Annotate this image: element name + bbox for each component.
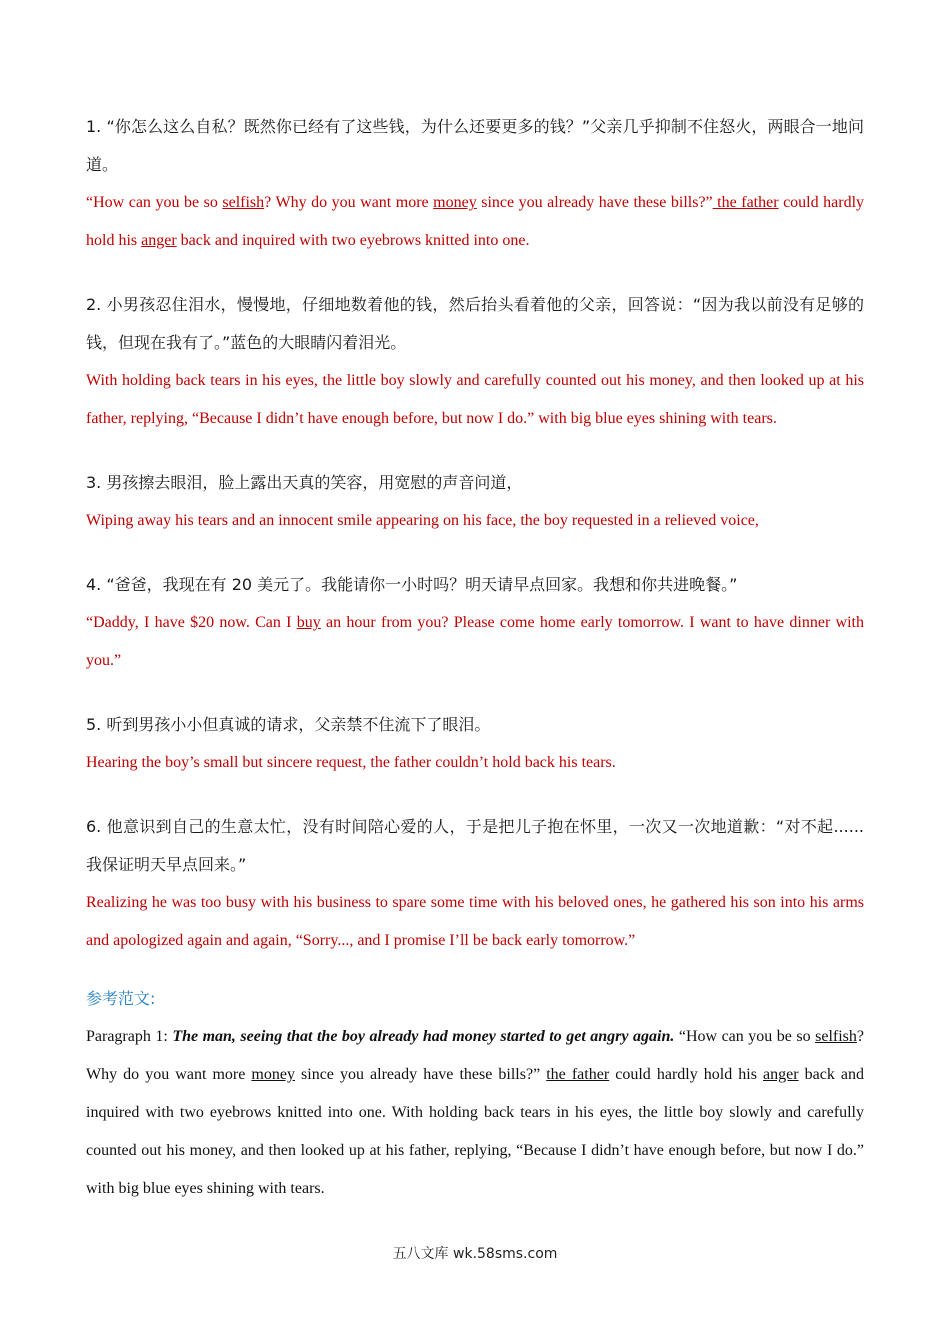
keyword-selfish: selfish — [222, 194, 265, 211]
exercise-item-2 — [86, 286, 864, 438]
keyword-money: money — [433, 194, 477, 211]
english-translation: Hearing the boy’s small but sincere request, the father couldn’t hold back his tears. — [86, 754, 616, 771]
keyword-selfish: selfish — [815, 1028, 857, 1045]
page-footer-watermark: 五八文库 wk.58sms.com — [392, 1246, 558, 1262]
exercise-item-5 — [86, 706, 864, 782]
english-translation: “Daddy, I have $20 now. Can I buy an hour from you? Please come home early tomorrow. I want to have dinner with you.” — [86, 614, 865, 669]
chinese-sentence: 4. “爸爸，我现在有 20 美元了。我能请你一小时吗？明天请早点回家。我想和你共进晚餐。” — [86, 575, 738, 594]
reference-paragraph-1: Paragraph 1: The man, seeing that the boy already had money started to get angry again. “How can you be so selfish? Why do you want more money since you already have these bills?” the father could hardly hold his anger back and inquired with two eyebrows knitted into one. With holding back tears in his eyes, the little boy slowly and carefully counted out his money, and then looked up at his father, replying, “Because I didn’t have enough before, but now I do.” with big blue eyes shining with tears. — [86, 1028, 864, 1197]
keyword-the-father: the father — [712, 194, 779, 211]
keyword-buy: buy — [296, 614, 321, 631]
exercise-item-3 — [86, 464, 864, 540]
keyword-the-father: the father — [546, 1066, 610, 1083]
reference-essay-heading: 参考范文: — [86, 989, 156, 1008]
keyword-anger: anger — [763, 1066, 799, 1083]
chinese-sentence: 2. 小男孩忍住泪水，慢慢地，仔细地数着他的钱，然后抬头看着他的父亲，回答说：“因为我以前没有足够的钱，但现在我有了。”蓝色的大眼睛闪着泪光。 — [86, 295, 864, 352]
chinese-sentence: 3. 男孩擦去眼泪，脸上露出天真的笑容，用宽慰的声音问道， — [86, 473, 523, 492]
exercise-item-6 — [86, 808, 864, 960]
chinese-sentence: 6. 他意识到自己的生意太忙，没有时间陪心爱的人，于是把儿子抱在怀里，一次又一次地道歉：“对不起......我保证明天早点回来。” — [86, 817, 864, 874]
paragraph-label: Paragraph 1: — [86, 1028, 173, 1045]
keyword-anger: anger — [141, 232, 177, 249]
given-opening-sentence: The man, seeing that the boy already had money started to get angry again. — [172, 1028, 675, 1045]
chinese-sentence: 1. “你怎么这么自私？既然你已经有了这些钱，为什么还要更多的钱？”父亲几乎抑制不住怒火，两眼合一地问道。 — [86, 117, 864, 174]
exercise-item-4 — [86, 566, 864, 680]
keyword-money: money — [251, 1066, 295, 1083]
english-translation: Realizing he was too busy with his business to spare some time with his beloved ones, he gathered his son into his arms and apologized again and again, “Sorry..., and I promise I’ll be back early tomorrow.” — [86, 894, 864, 949]
exercise-item-1 — [86, 108, 864, 260]
english-translation: With holding back tears in his eyes, the little boy slowly and carefully counted out his money, and then looked up at his father, replying, “Because I didn’t have enough before, but now I do.” with big blue eyes shining with tears. — [86, 372, 864, 427]
document-body — [86, 108, 864, 1208]
english-translation: Wiping away his tears and an innocent smile appearing on his face, the boy requested in a relieved voice, — [86, 512, 759, 529]
english-translation: “How can you be so selfish? Why do you want more money since you already have these bills?” the father could hardly hold his anger back and inquired with two eyebrows knitted into one. — [86, 194, 865, 249]
chinese-sentence: 5. 听到男孩小小但真诚的请求，父亲禁不住流下了眼泪。 — [86, 715, 491, 734]
